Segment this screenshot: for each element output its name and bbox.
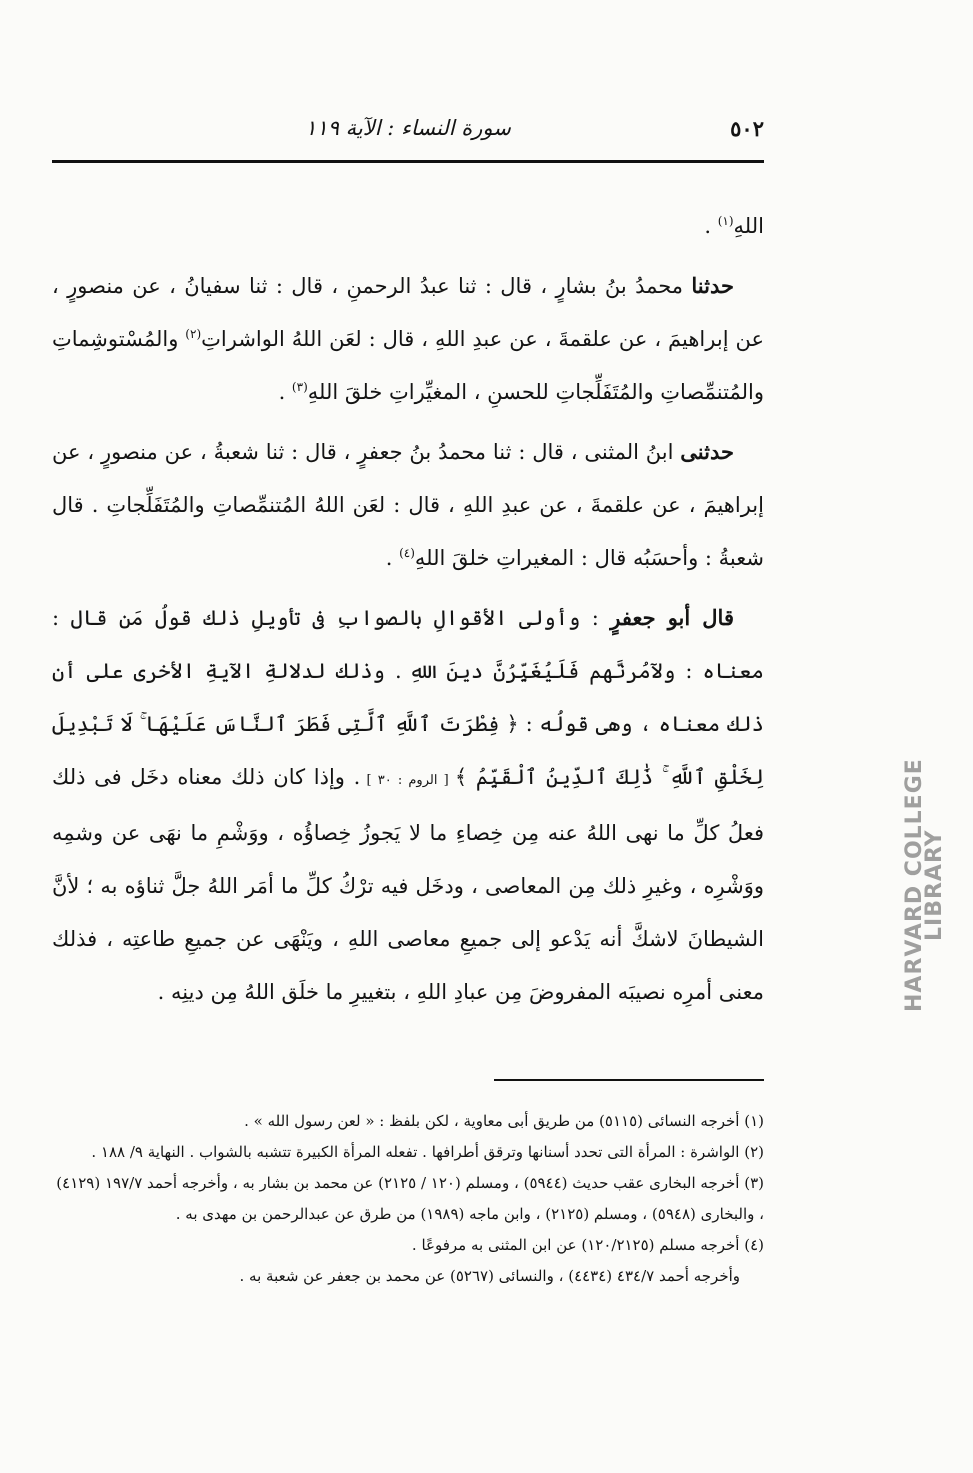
footnote-4-continuation: وأخرجه أحمد ٤٣٤/٧ (٤٤٣٤) ، والنسائى (٥٢٦٧) عن محمد بن جعفر عن شعبة به . — [239, 1267, 740, 1285]
footnote-4: (٤) أخرجه مسلم (١٢٠/٢١٢٥) عن ابن المثنى به مرفوعًا . — [411, 1236, 764, 1254]
paragraph-3: قال أبو جعفرٍ : وأولى الأقوالِ بالصوابِ فى تأويلِ ذلك قولُ مَن قال : معناه : ولآمُرنَّهم فَلَيُغَيِّرُنَّ دينَ اللهِ . وذلك لدلالةِ الآيةِ الأخرى على أن ذلك معناه ، وهى قولُه : ﴿ فِطْرَتَ ٱللَّهِ ٱلَّتِى فَطَرَ ٱلنَّاسَ عَلَيْهَا ۚ لَا تَبْدِيلَ لِخَلْقِ ٱللَّهِ ۚ ذَٰلِكَ ٱلدِّينُ ٱلْقَيِّمُ ﴾ [ الروم : ٣٠ ] . وإذا كان ذلك معناه دخَل فى ذلك فعلُ كلِّ ما نهى اللهُ عنه مِن خِصاءِ ما لا يَجوزُ خِصاؤُه ، ووَشْمِ ما نهَى عن وشمِه ووَشْرِه ، وغيرِ ذلك مِن المعاصى ، ودخَل فيه ترْكُ كلِّ ما أمَر اللهُ جلَّ ثناؤه به ؛ لأنَّ الشيطانَ لاشكَّ أنه يَدْعو إلى جميعِ معاصى اللهِ ، ويَنْهَى عن جميعِ طاعتِه ، فذلك معنى أمرِه نصيبَه المفروضَ مِن عبادِ اللهِ ، بتغييرِ ما خلَق اللهُ مِن دينِه . — [52, 605, 764, 1004]
page-number: ٥٠٢ — [730, 116, 764, 141]
paragraph-lead: قال أبو جعفرٍ — [610, 605, 734, 630]
continuation-line: اللهِ$^{(١)}$ . — [704, 214, 764, 238]
quran-quote: ﴿ فِطْرَتَ ٱللَّهِ ٱلَّتِى فَطَرَ ٱلنَّاسَ عَلَيْهَا ۚ لَا تَبْدِيلَ لِخَلْقِ ٱللَّهِ ۚ ذَٰلِكَ ٱلدِّينُ ٱلْقَيِّمُ ﴾ — [52, 712, 764, 789]
footnotes — [52, 1106, 764, 1292]
footnote-ref: (٤) — [399, 546, 415, 560]
page-header — [52, 112, 764, 152]
paragraph-2: حدثنى ابنُ المثنى ، قال : ثنا محمدُ بنُ جعفرٍ ، قال : ثنا شعبةُ ، عن منصورٍ ، عن إبراهيمَ ، عن علقمةَ ، عن عبدِ اللهِ ، قال : لعَن اللهُ المُتنمِّصاتِ والمُتَفَلِّجاتِ . قال شعبةُ : وأحسَبُه قال : المغيراتِ خلقَ اللهِ$^{(٤)}$ . — [52, 439, 764, 570]
library-stamp: HARVARD COLLEGE LIBRARY — [902, 758, 947, 1012]
footnote-ref: (٢) — [185, 327, 202, 341]
paragraph-1: حدثنا محمدُ بنُ بشارٍ ، قال : ثنا عبدُ الرحمنِ ، قال : ثنا سفيانُ ، عن منصورٍ ، عن إبراهيمَ ، عن علقمةَ ، عن عبدِ اللهِ ، قال : لعَن اللهُ الواشراتِ$^{(٢)}$ والمُسْتوشِماتِ والمُتنمِّصاتِ والمُتَفَلِّجاتِ للحسنِ ، المغيِّراتِ خلقَ اللهِ$^{(٣)}$ . — [52, 273, 764, 404]
footnote-ref: (٣) — [291, 380, 308, 394]
footnote-3: (٣) أخرجه البخارى عقب حديث (٥٩٤٤) ، ومسلم (١٢٠ / ٢١٢٥) عن محمد بن بشار به ، وأخرجه أحمد ١٩٧/٧ (٤١٢٩) ، والبخارى (٥٩٤٨) ، ومسلم (٢١٢٥) ، وابن ماجه (١٩٨٩) من طرق عن عبدالرحمن بن مهدى به . — [56, 1174, 764, 1223]
footnote-2: (٢) الواشرة : المرأة التى تحدد أسنانها وترقق أطرافها . تفعله المرأة الكبيرة تتشبه بالشواب . النهاية ٩/ ١٨٨ . — [91, 1143, 764, 1161]
header-rule — [52, 160, 764, 163]
footnote-1: (١) أخرجه النسائى (٥١١٥) من طريق أبى معاوية ، لكن بلفظ : « لعن رسول الله » . — [244, 1112, 764, 1130]
main-text — [52, 200, 764, 1019]
paragraph-lead: حدثنا — [691, 273, 734, 298]
quran-reference: [ الروم : ٣٠ ] — [360, 773, 455, 788]
running-title: سورة النساء : الآية ١١٩ — [305, 116, 511, 140]
paragraph-lead: حدثنى — [680, 439, 734, 464]
footnote-ref: (١) — [717, 214, 734, 228]
footnote-rule — [494, 1079, 764, 1081]
